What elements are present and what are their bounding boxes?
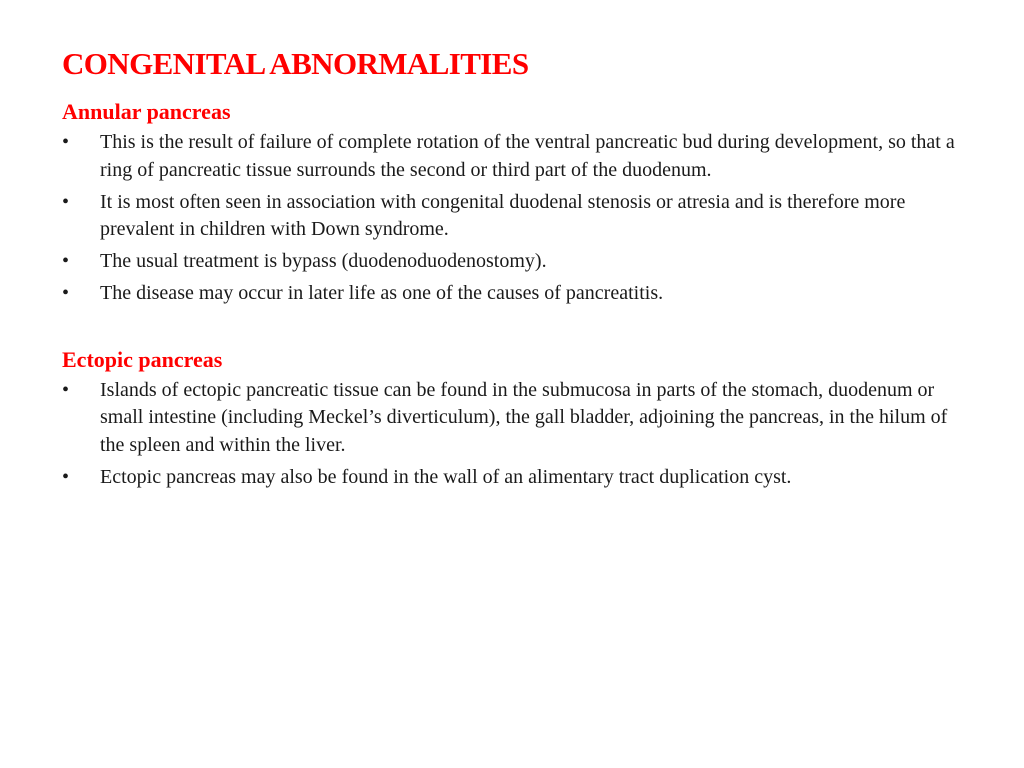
- bullet-icon: •: [62, 250, 70, 272]
- bullet-icon: •: [62, 378, 70, 401]
- bullet-item: [62, 280, 974, 308]
- slide-title: CONGENITAL ABNORMALITIES: [62, 46, 529, 81]
- bullet-text: It is most often seen in association with congenital duodenal stenosis or atresia and is therefore more prevalent in children with Down syndrome.: [100, 190, 906, 240]
- bullet-text: The usual treatment is bypass (duodenoduodenostomy).: [100, 250, 547, 272]
- bullet-text: This is the result of failure of complete rotation of the ventral pancreatic bud during development, so that a ring of pancreatic tissue surrounds the second or third part of the duodenum.: [100, 131, 955, 181]
- bullet-list-ectopic-pancreas: [62, 377, 974, 492]
- bullet-item: [62, 189, 974, 244]
- bullet-text: The disease may occur in later life as one of the causes of pancreatitis.: [100, 282, 664, 304]
- bullet-icon: •: [62, 465, 70, 488]
- section-ectopic-pancreas: [62, 346, 974, 492]
- bullet-text: Islands of ectopic pancreatic tissue can be found in the submucosa in parts of the stomach, duodenum or small intestine (including Meckel’s diverticulum), the gall bladder, adjoining the pancreas, in the hilum of the spleen and within the liver.: [100, 378, 948, 456]
- bullet-icon: •: [62, 282, 70, 304]
- bullet-item: [62, 464, 974, 492]
- bullet-icon: •: [62, 131, 70, 153]
- section-annular-pancreas: [62, 98, 974, 308]
- bullet-text: Ectopic pancreas may also be found in the wall of an alimentary tract duplication cyst.: [100, 465, 792, 488]
- bullet-item: [62, 248, 974, 276]
- bullet-item: [62, 377, 974, 460]
- bullet-icon: •: [62, 190, 70, 213]
- bullet-list-annular-pancreas: [62, 129, 974, 308]
- bullet-item: [62, 129, 974, 184]
- section-heading-ectopic-pancreas: Ectopic pancreas: [62, 346, 223, 372]
- section-heading-annular-pancreas: Annular pancreas: [62, 99, 231, 124]
